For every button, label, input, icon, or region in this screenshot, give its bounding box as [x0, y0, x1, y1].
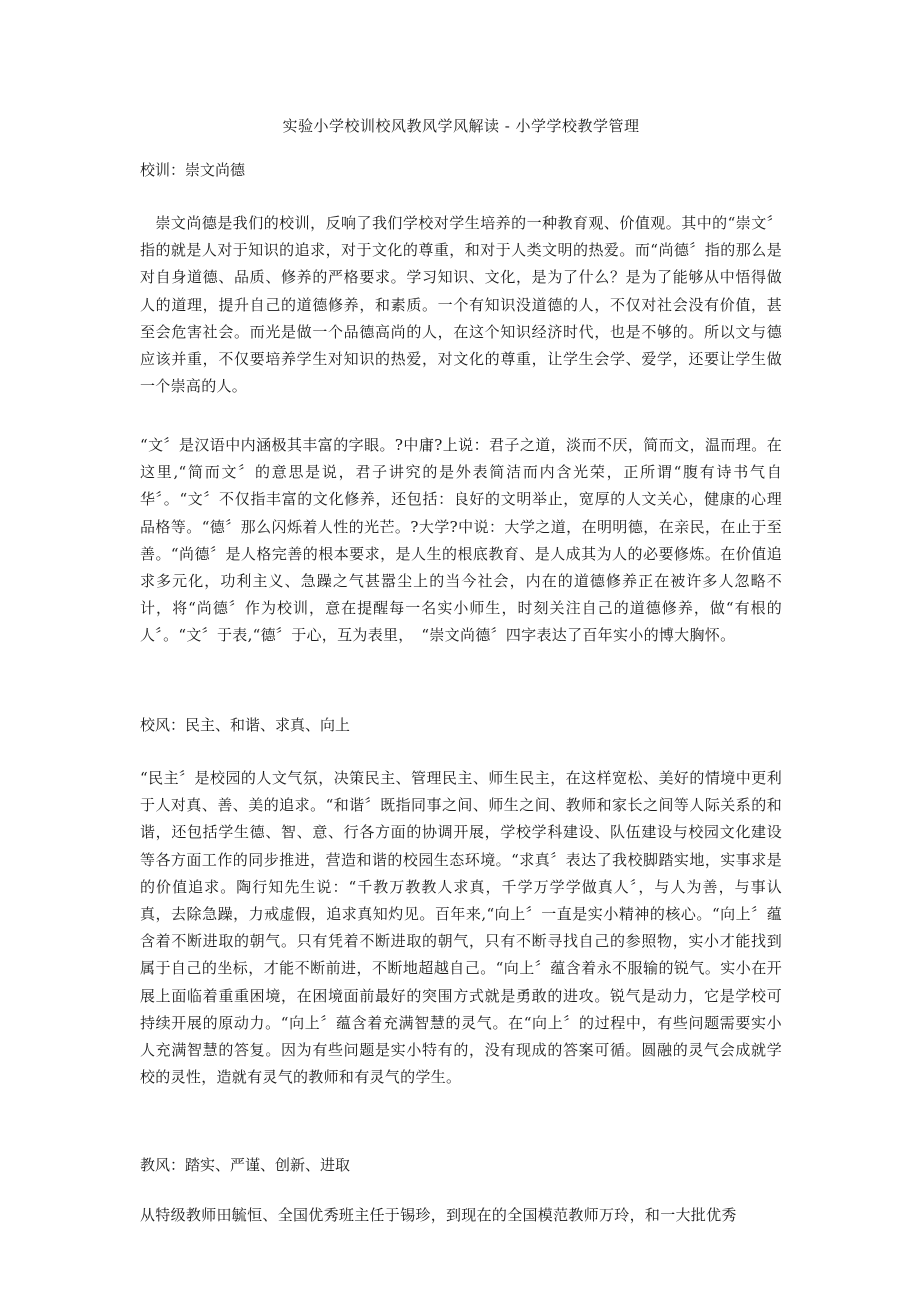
paragraph-motto-2: “文〞是汉语中内涵极其丰富的字眼。?中庸?上说：君子之道，淡而不厌，简而文，温而理。在这里,“简而文〞的意思是说，君子讲究的是外表简洁而内含光荣，正所谓“腹有诗书气自华〞。“文〞不仅指丰富的文化修养，还包括：良好的文明举止，宽厚的人文关心，健康的心理品格等。“德〞那么闪烁着人性的光芒。?大学?中说：大学之道，在明明德，在亲民，在止于至善。“尚德〞是人格完善的根本要求，是人生的根底教育、是人成其为人的必要修炼。在价值追求多元化，功利主义、急躁之气甚嚣尘上的当今社会，内在的道德修养正在被许多人忽略不计，将“尚德〞作为校训，意在提醒每一名实小师生，时刻关注自己的道德修养，做“有根的人〞。“文〞于表,“德〞于心，互为表里， “崇文尚德〞四字表达了百年实小的博大胸怀。: [140, 436, 782, 645]
section-heading-motto: 校训：崇文尚德: [140, 161, 246, 179]
paragraph-motto-1: 崇文尚德是我们的校训，反响了我们学校对学生培养的一种教育观、价值观。其中的“崇文〞指的就是人对于知识的追求，对于文化的尊重，和对于人类文明的热爱。而“尚德〞指的那么是对自身道德、品质、修养的严格要求。学习知识、文化，是为了什么？是为了能够从中悟得做人的道理，提升自己的道德修养，和素质。一个有知识没道德的人，不仅对社会没有价值，甚至会危害社会。而光是做一个品德高尚的人，在这个知识经济时代，也是不够的。所以文与德应该并重，不仅要培养学生对知识的热爱，对文化的尊重，让学生会学、爱学，还要让学生做一个崇高的人。: [140, 214, 782, 396]
paragraph-teaching-style: 从特级教师田毓恒、全国优秀班主任于锡珍，到现在的全国模范教师万玲，和一大批优秀: [140, 1206, 737, 1224]
section-heading-school-spirit: 校风：民主、和谐、求真、向上: [140, 716, 351, 734]
paragraph-school-spirit: “民主〞是校园的人文气氛，决策民主、管理民主、师生民主，在这样宽松、美好的情境中更利于人对真、善、美的追求。“和谐〞既指同事之间、师生之间、教师和家长之间等人际关系的和谐，还包括学生德、智、意、行各方面的协调开展，学校学科建设、队伍建设与校园文化建设等各方面工作的同步推进，营造和谐的校园生态环境。“求真〞表达了我校脚踏实地，实事求是的价值追求。陶行知先生说：“千教万教教人求真，千学万学学做真人〞，与人为善，与事认真，去除急躁，力戒虚假，追求真知灼见。百年来,“向上〞一直是实小精神的核心。“向上〞蕴含着不断进取的朝气。只有凭着不断进取的朝气，只有不断寻找自己的参照物，实小才能找到属于自己的坐标，才能不断前进，不断地超越自己。“向上〞蕴含着永不服输的锐气。实小在开展上面临着重重困境，在困境面前最好的突围方式就是勇敢的进攻。锐气是动力，它是学校可持续开展的原动力。“向上〞蕴含着充满智慧的灵气。在“向上〞的过程中，有些问题需要实小人充满智慧的答复。因为有些问题是实小特有的，没有现成的答案可循。圆融的灵气会成就学校的灵性，造就有灵气的教师和有灵气的学生。: [140, 769, 782, 1087]
section-heading-teaching-style: 教风：踏实、严谨、创新、进取: [140, 1156, 351, 1174]
document-title: 实验小学校训校风教风学风解读 - 小学学校教学管理: [282, 117, 640, 135]
